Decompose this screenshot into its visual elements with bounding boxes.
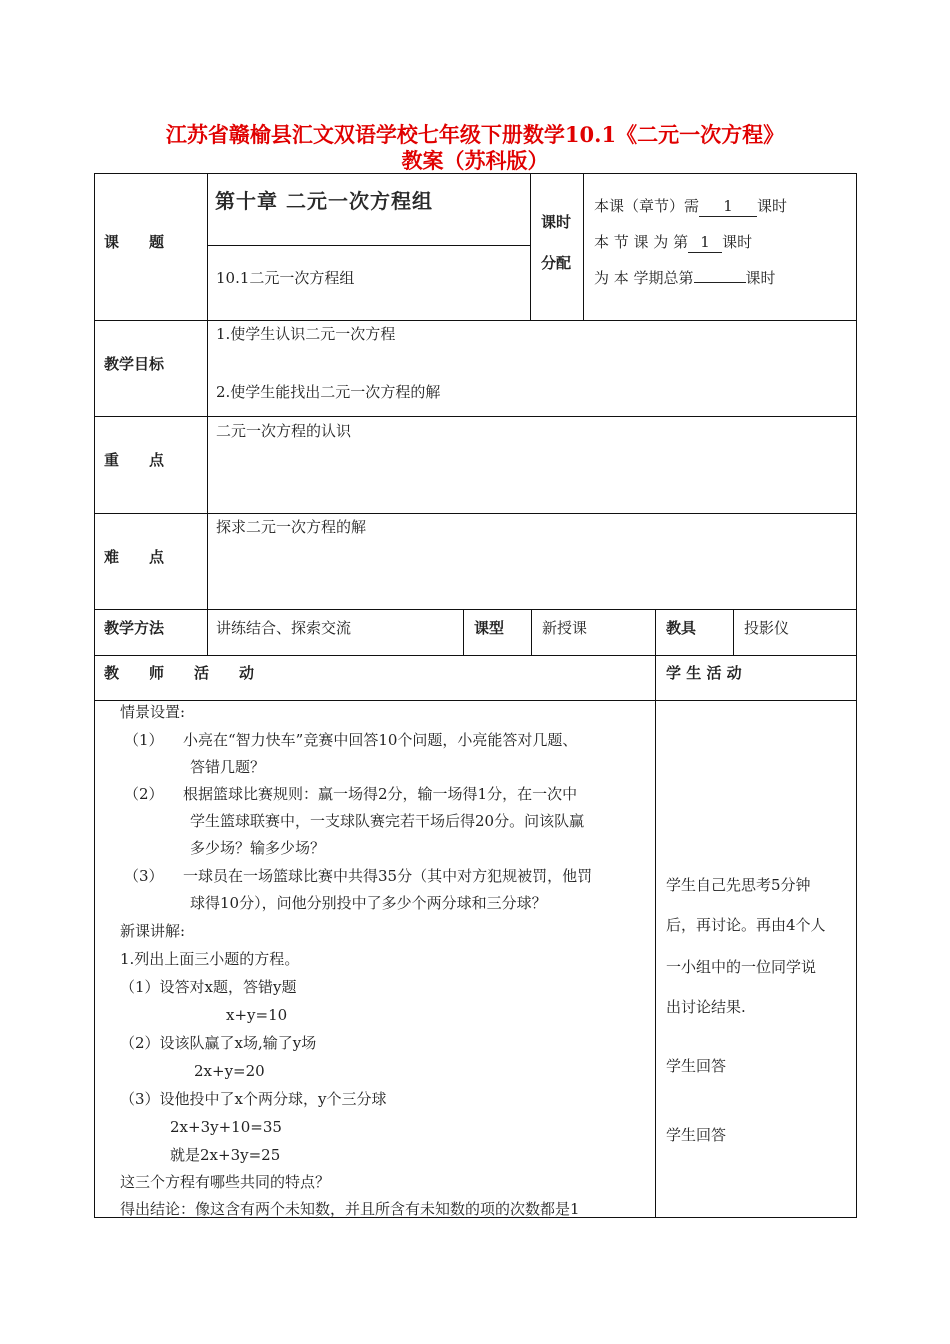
equation-3: 2x+3y+10=35	[170, 1118, 282, 1136]
schedule-value-1: 1	[699, 196, 757, 217]
schedule-line-2: 本 节 课 为 第 1 课时	[594, 233, 753, 251]
conclusion: 得出结论：像这含有两个未知数，并且所含有未知数的项的次数都是1	[120, 1200, 580, 1218]
step-1c: （3）设他投中了x个两分球，y个三分球	[120, 1090, 387, 1108]
lesson-type: 新授课	[542, 619, 588, 637]
difficulty-label: 难 点	[104, 548, 165, 566]
question-3-line-2: 球得10分），问他分别投中了多少个两分球和三分球？	[190, 894, 547, 912]
difficulty: 探求二元一次方程的解	[216, 518, 367, 536]
chapter-heading: 第十章 二元一次方程组	[215, 189, 433, 213]
question-2-number: （2）	[124, 785, 164, 803]
question-1-number: （1）	[124, 731, 164, 749]
schedule-value-2: 1	[688, 232, 722, 253]
schedule-line-3: 为 本 学期总第 课时	[594, 269, 776, 287]
student-answer-2: 学生回答	[666, 1126, 727, 1144]
question-2-line-2: 学生篮球联赛中，一支球队赛完若干场后得20分。问该队赢	[190, 812, 585, 830]
student-line-1: 学生自己先思考5分钟	[666, 876, 811, 894]
student-line-3: 一小组中的一位同学说	[666, 958, 817, 976]
student-line-2: 后，再讨论。再由4个人	[666, 916, 826, 934]
key-point-label: 重 点	[104, 451, 165, 469]
question-1-line-2: 答错几题？	[190, 758, 266, 776]
step-1b: （2）设该队赢了x场,输了y场	[120, 1034, 317, 1052]
student-line-4: 出讨论结果.	[666, 998, 746, 1016]
schedule-label-2: 分配	[541, 254, 572, 272]
intro: 情景设置:	[120, 703, 186, 721]
goal-2: 2.使学生能找出二元一次方程的解	[216, 383, 441, 401]
equation-3-simplified: 就是2x+3y=25	[170, 1146, 281, 1164]
question-1-line-1: 小亮在“智力快车”竞赛中回答10个问题，小亮能答对几题、	[183, 731, 578, 749]
question-2-line-1: 根据篮球比赛规则：赢一场得2分，输一场得1分，在一次中	[183, 785, 578, 803]
topic-label: 课 题	[104, 233, 165, 251]
goals-label: 教学目标	[104, 355, 165, 373]
document-title-line1: 江苏省赣榆县汇文双语学校七年级下册数学10.1《二元一次方程》	[165, 122, 785, 147]
section-title: 10.1二元一次方程组	[216, 269, 355, 287]
equation-1: x+y=10	[226, 1006, 288, 1024]
step-1: 1.列出上面三小题的方程。	[120, 950, 300, 968]
new-lesson-heading: 新课讲解:	[120, 922, 186, 940]
schedule-line-1: 本课（章节）需 1 课时	[594, 197, 788, 215]
key-point: 二元一次方程的认识	[216, 422, 352, 440]
teacher-activity-label: 教 师 活 动	[104, 664, 255, 682]
equation-2: 2x+y=20	[194, 1062, 265, 1080]
step-1a: （1）设答对x题，答错y题	[120, 978, 297, 996]
method-label: 教学方法	[104, 619, 165, 637]
question-3-line-1: 一球员在一场篮球比赛中共得35分（其中对方犯规被罚，他罚	[183, 867, 593, 885]
tools: 投影仪	[744, 619, 790, 637]
lesson-type-label: 课型	[474, 619, 505, 637]
question-common-features: 这三个方程有哪些共同的特点？	[120, 1173, 331, 1191]
student-answer-1: 学生回答	[666, 1057, 727, 1075]
schedule-value-3	[694, 282, 746, 283]
goal-1: 1.使学生认识二元一次方程	[216, 325, 396, 343]
document-title-line2: 教案（苏科版）	[401, 148, 549, 173]
tools-label: 教具	[666, 619, 697, 637]
method: 讲练结合、探索交流	[216, 619, 352, 637]
schedule-label-1: 课时	[541, 213, 572, 231]
question-3-number: （3）	[124, 867, 164, 885]
question-2-line-3: 多少场？输多少场？	[190, 839, 326, 857]
student-activity-label: 学 生 活 动	[666, 664, 742, 682]
